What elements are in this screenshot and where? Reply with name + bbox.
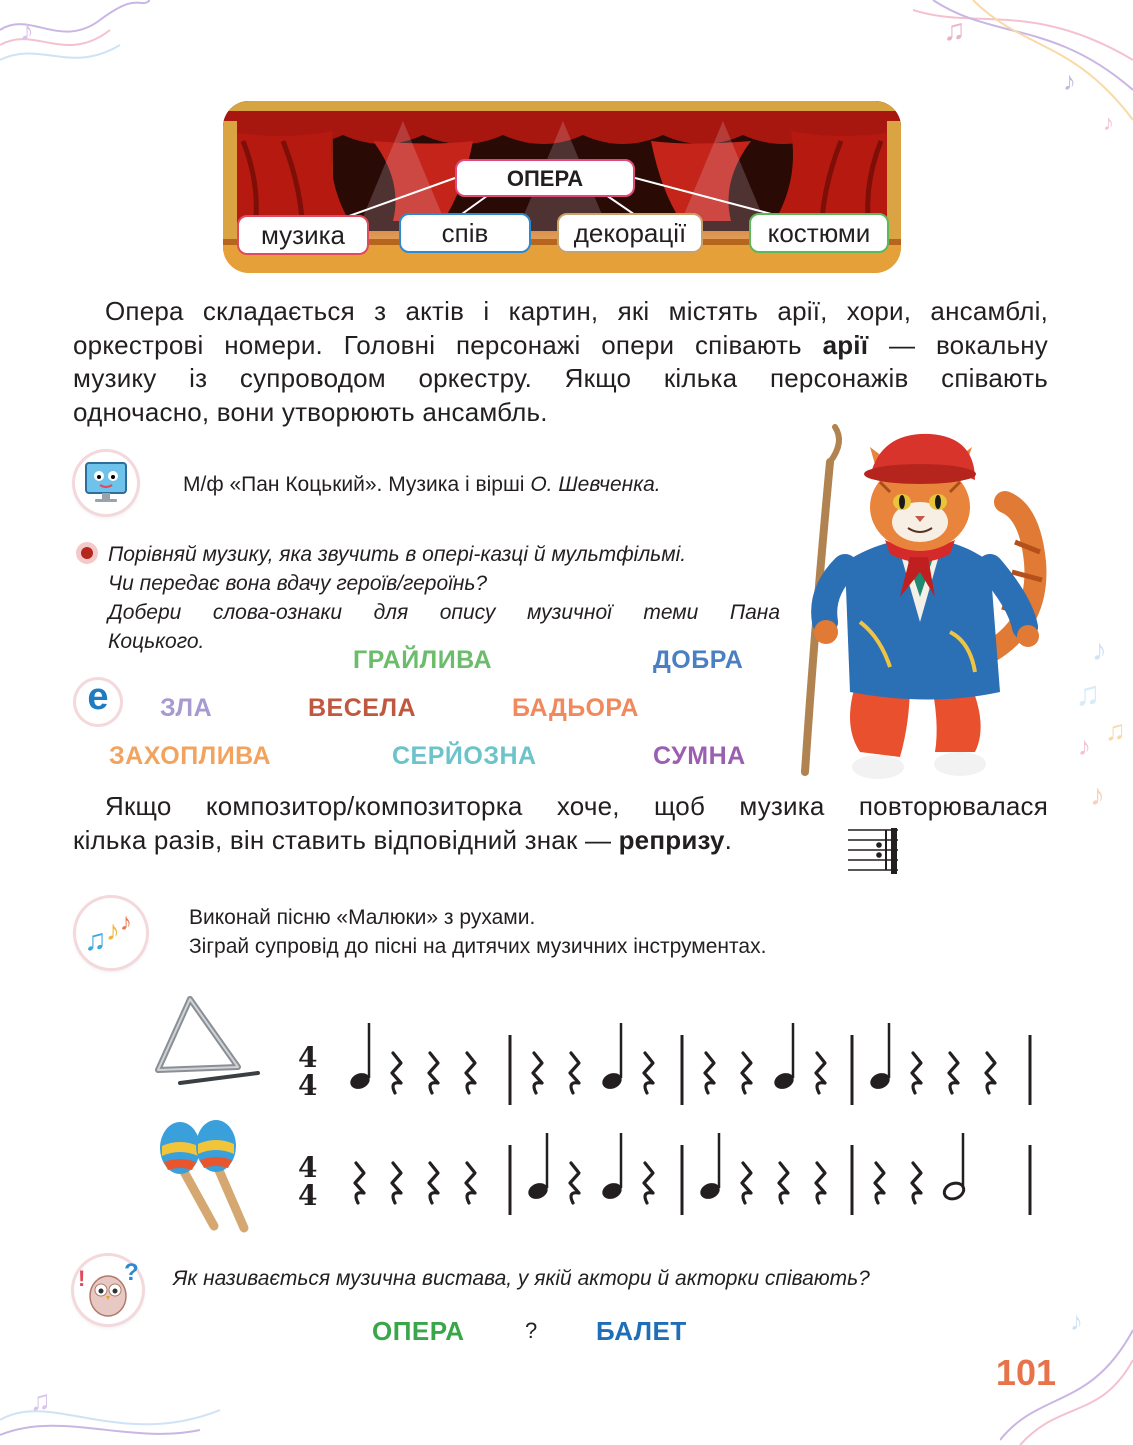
time-signature-top: 4 bbox=[298, 1041, 318, 1074]
tag-singing: спів bbox=[399, 213, 531, 253]
svg-text:♫: ♫ bbox=[943, 14, 966, 47]
task-line-1: Порівняй музику, яка звучить в опері-казці й мультфільмі. bbox=[108, 543, 687, 566]
reprise-sign-icon bbox=[846, 826, 902, 878]
word-sad: СУМНА bbox=[653, 742, 746, 770]
quarter-rest bbox=[429, 1053, 438, 1093]
e-resource-badge bbox=[76, 676, 120, 724]
decorative-swirl-bottom-left bbox=[0, 1330, 220, 1445]
word-cheerful: ВЕСЕЛА bbox=[308, 694, 417, 722]
answer-question-mark: ? bbox=[525, 1318, 538, 1343]
song-task-text bbox=[189, 903, 766, 961]
svg-text:♪: ♪ bbox=[1103, 110, 1114, 135]
answer-option-ballet[interactable]: БАЛЕТ bbox=[596, 1316, 687, 1346]
time-signature-bottom: 4 bbox=[298, 1069, 318, 1102]
svg-text:♪: ♪ bbox=[120, 909, 132, 936]
song-line-2: Зіграй супровід до пісні на дитячих музичних інструментах. bbox=[189, 935, 767, 958]
word-evil: ЗЛА bbox=[160, 694, 213, 722]
cartoon-caption-text: М/ф «Пан Коцький». Музика і вірші bbox=[183, 473, 531, 496]
svg-text:♪: ♪ bbox=[1078, 731, 1091, 761]
tag-music: музика bbox=[237, 215, 369, 255]
task-line-2: Чи передає вона вдачу героїв/героїнь? bbox=[108, 572, 488, 595]
rhythm-notation bbox=[290, 1010, 1050, 1240]
tag-costumes: костюми bbox=[749, 213, 889, 253]
intro-line-2-text: оркестрові номери. Головні персонажі опери співають bbox=[73, 329, 823, 360]
decorative-notes-right bbox=[1070, 625, 1133, 815]
svg-text:♫: ♫ bbox=[84, 924, 107, 957]
opera-stage-banner bbox=[223, 101, 901, 273]
svg-text:♫: ♫ bbox=[1075, 675, 1101, 713]
quarter-rest bbox=[644, 1053, 653, 1093]
quarter-rest bbox=[392, 1053, 401, 1093]
quarter-rest bbox=[466, 1163, 475, 1203]
question-text: Як називається музична вистава, у якій актори й акторки співають? bbox=[173, 1267, 870, 1290]
triangle-instrument-icon bbox=[150, 995, 262, 1087]
reprise-line-2-end: . bbox=[724, 824, 733, 855]
quarter-rest bbox=[816, 1163, 825, 1203]
task-line-3: Добери слова-ознаки для опису музичної теми Пана bbox=[108, 601, 780, 624]
maracas-icon bbox=[156, 1118, 256, 1238]
quarter-rest bbox=[912, 1163, 921, 1203]
reprise-line-2-text: кілька разів, він ставить відповідний знак — bbox=[73, 824, 619, 855]
word-playful: ГРАЙЛИВА bbox=[353, 646, 493, 674]
video-monitor-icon bbox=[75, 452, 137, 514]
decorative-swirl-top-right bbox=[913, 0, 1133, 140]
quarter-rest bbox=[355, 1163, 364, 1203]
task-line-4: Коцького. bbox=[108, 630, 205, 653]
term-arias: арії bbox=[822, 329, 869, 360]
intro-line-4: одночасно, вони утворюють ансамбль. bbox=[73, 396, 548, 427]
intro-line-1: Опера складається з актів і картин, які містять арії, хори, ансамблі, bbox=[105, 296, 1048, 326]
intro-line-3: музику із супроводом оркестру. Якщо кілька персонажів співають bbox=[73, 363, 1048, 393]
time-signature-bottom: 4 bbox=[298, 1179, 318, 1212]
svg-text:!: ! bbox=[78, 1266, 86, 1291]
quarter-rest bbox=[570, 1163, 579, 1203]
word-exciting: ЗАХОПЛИВА bbox=[109, 742, 272, 770]
quarter-rest bbox=[466, 1053, 475, 1093]
svg-text:?: ? bbox=[124, 1259, 139, 1286]
word-serious: СЕРЙОЗНА bbox=[392, 742, 537, 770]
quarter-rest bbox=[742, 1053, 751, 1093]
intro-line-2-end: — вокальну bbox=[868, 329, 1049, 360]
reprise-line-1: Якщо композитор/композиторка хоче, щоб музика повторювалася bbox=[105, 791, 1048, 821]
term-reprise: репризу bbox=[618, 824, 725, 855]
answer-option-opera[interactable]: ОПЕРА bbox=[372, 1316, 465, 1346]
quarter-rest bbox=[429, 1163, 438, 1203]
quarter-rest bbox=[912, 1053, 921, 1093]
quarter-rest bbox=[392, 1163, 401, 1203]
task-text bbox=[108, 540, 780, 656]
intro-line-2 bbox=[73, 329, 1048, 363]
pan-kotsky-cat-illustration bbox=[790, 422, 1052, 782]
svg-text:♫: ♫ bbox=[30, 1385, 51, 1416]
owl-question-icon bbox=[74, 1256, 142, 1324]
svg-text:♪: ♪ bbox=[1090, 779, 1105, 812]
word-vigorous: БАДЬОРА bbox=[512, 694, 639, 722]
word-kind: ДОБРА bbox=[653, 646, 744, 674]
svg-text:♪: ♪ bbox=[106, 915, 120, 946]
quarter-rest bbox=[816, 1053, 825, 1093]
quarter-rest bbox=[875, 1163, 884, 1203]
quarter-rest bbox=[644, 1163, 653, 1203]
sing-notes-icon bbox=[76, 898, 146, 968]
svg-text:♪: ♪ bbox=[20, 15, 34, 46]
quarter-rest bbox=[779, 1163, 788, 1203]
intro-paragraph bbox=[73, 295, 1048, 429]
svg-text:♪: ♪ bbox=[1070, 1306, 1083, 1336]
decorative-swirl-top-left bbox=[0, 0, 150, 80]
task-bullet-icon bbox=[76, 542, 98, 564]
quarter-rest bbox=[949, 1053, 958, 1093]
cartoon-caption bbox=[183, 470, 661, 499]
svg-text:♫: ♫ bbox=[1105, 715, 1126, 746]
cartoon-author: О. Шевченка. bbox=[530, 473, 661, 496]
page-number: 101 bbox=[995, 1352, 1056, 1393]
song-line-1: Виконай пісню «Малюки» з рухами. bbox=[189, 906, 536, 929]
time-signature-top: 4 bbox=[298, 1151, 318, 1184]
quarter-rest bbox=[705, 1053, 714, 1093]
tag-scenery: декорації bbox=[557, 213, 703, 253]
svg-text:♪: ♪ bbox=[1092, 634, 1107, 667]
quarter-rest bbox=[742, 1163, 751, 1203]
quarter-rest bbox=[533, 1053, 542, 1093]
quarter-rest bbox=[986, 1053, 995, 1093]
e-badge-letter: е bbox=[87, 676, 109, 718]
opera-title-tag: ОПЕРА bbox=[455, 159, 635, 197]
svg-text:♪: ♪ bbox=[1063, 66, 1076, 96]
quarter-rest bbox=[570, 1053, 579, 1093]
